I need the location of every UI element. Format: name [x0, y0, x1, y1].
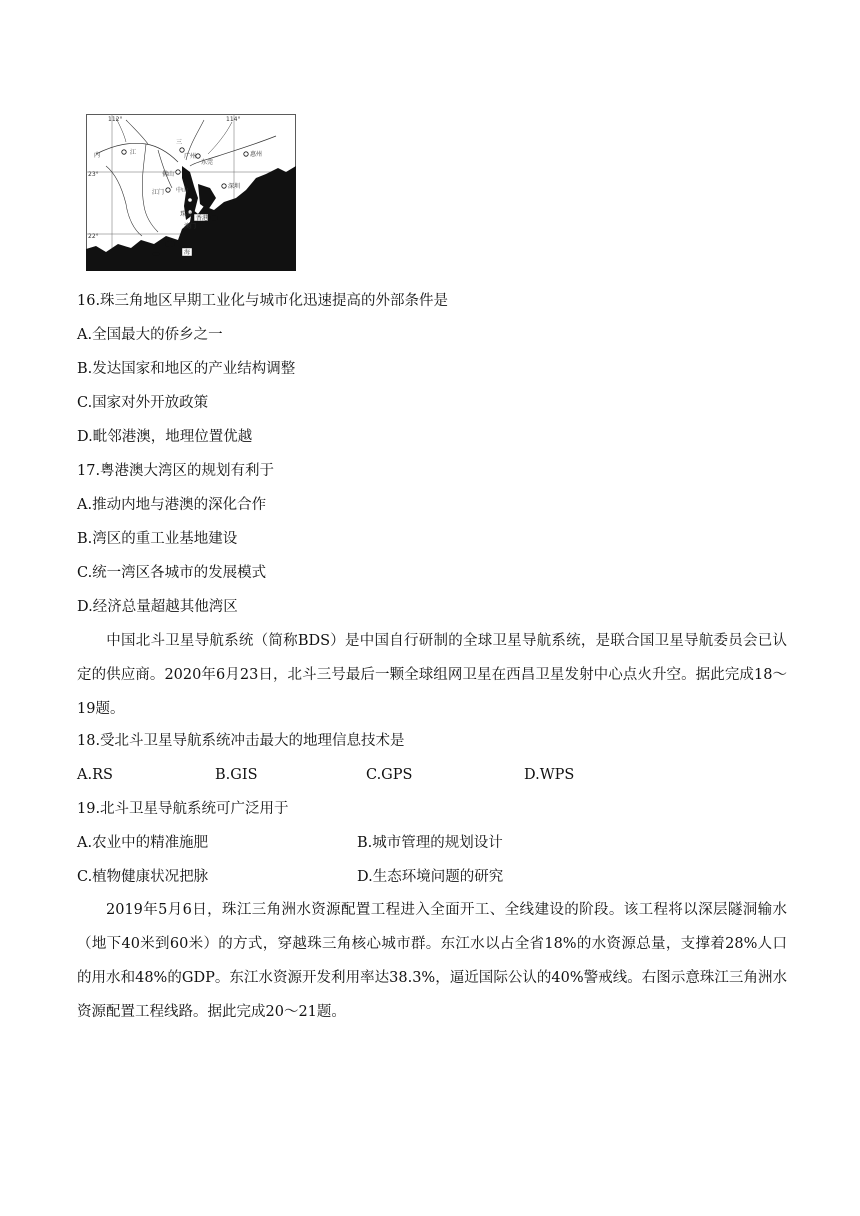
map-lon-label: 112°	[108, 116, 123, 123]
question-18-option-d: D.WPS	[524, 767, 575, 783]
map-place-label: 东莞	[201, 159, 214, 166]
passage-bds	[77, 624, 787, 726]
pearl-river-delta-map	[86, 114, 296, 271]
map-place-label: 内	[94, 152, 101, 159]
question-17-option-b: B.湾区的重工业基地建设	[77, 531, 238, 547]
question-17-option-d: D.经济总量超越其他湾区	[77, 599, 238, 615]
passage-water-project-text: 2019年5月6日，珠江三角洲水资源配置工程进入全面开工、全线建设的阶段。该工程将以深层隧洞输水（地下40米到60米）的方式，穿越珠三角核心城市群。东江水以占全省18%的水资源总量，支撑着28%人口的用水和48%的GDP。东江水资源开发利用率达38.3%，逼近国际公认的40%警戒线。右图示意珠江三角洲水资源配置工程线路。据此完成20～21题。	[77, 902, 787, 1020]
map-place-label: 珠海	[180, 211, 193, 218]
map-place-label: 江	[130, 149, 137, 156]
question-16-option-b: B.发达国家和地区的产业结构调整	[77, 361, 296, 377]
map-place-label: 惠州	[250, 151, 263, 158]
map-place-label: 广州	[184, 153, 197, 160]
question-16-option-a: A.全国最大的侨乡之一	[77, 327, 223, 343]
map-lat-label: 22°	[88, 233, 99, 240]
passage-water-project	[77, 893, 787, 1029]
map-place-label: 深圳	[228, 183, 241, 190]
question-16-option-d: D.毗邻港澳，地理位置优越	[77, 429, 253, 445]
map-place-label: 三	[176, 139, 183, 146]
question-17-option-a: A.推动内地与港澳的深化合作	[77, 497, 267, 513]
question-19-option-d: D.生态环境问题的研究	[357, 869, 504, 885]
question-18-stem: 18.受北斗卫星导航系统冲击最大的地理信息技术是	[77, 733, 405, 749]
question-19-option-a: A.农业中的精准施肥	[77, 835, 209, 851]
map-place-label: 海	[184, 249, 191, 256]
map-place-label: 佛山	[162, 171, 175, 178]
map-lon-label: 114°	[226, 116, 241, 123]
question-17-stem: 17.粤港澳大湾区的规划有利于	[77, 463, 275, 479]
map-place-label: 江门	[152, 189, 165, 196]
passage-bds-text: 中国北斗卫星导航系统（简称BDS）是中国自行研制的全球卫星导航系统，是联合国卫星导航委员会已认定的供应商。2020年6月23日，北斗三号最后一颗全球组网卫星在西昌卫星发射中心点火升空。据此完成18～19题。	[77, 633, 787, 717]
question-16-option-c: C.国家对外开放政策	[77, 395, 209, 411]
map-place-label: 香港	[196, 215, 209, 222]
question-19-option-b: B.城市管理的规划设计	[357, 835, 503, 851]
map-place-label: 澳门	[184, 223, 197, 230]
question-19-option-c: C.植物健康状况把脉	[77, 869, 209, 885]
question-18-option-b: B.GIS	[215, 767, 258, 783]
question-17-option-c: C.统一湾区各城市的发展模式	[77, 565, 267, 581]
question-18-option-a: A.RS	[77, 767, 113, 783]
map-place-label: 中山	[176, 187, 189, 194]
question-16-stem: 16.珠三角地区早期工业化与城市化迅速提高的外部条件是	[77, 293, 449, 309]
map-lat-label: 23°	[88, 171, 99, 178]
question-18-option-c: C.GPS	[366, 767, 413, 783]
question-19-stem: 19.北斗卫星导航系统可广泛用于	[77, 801, 289, 817]
